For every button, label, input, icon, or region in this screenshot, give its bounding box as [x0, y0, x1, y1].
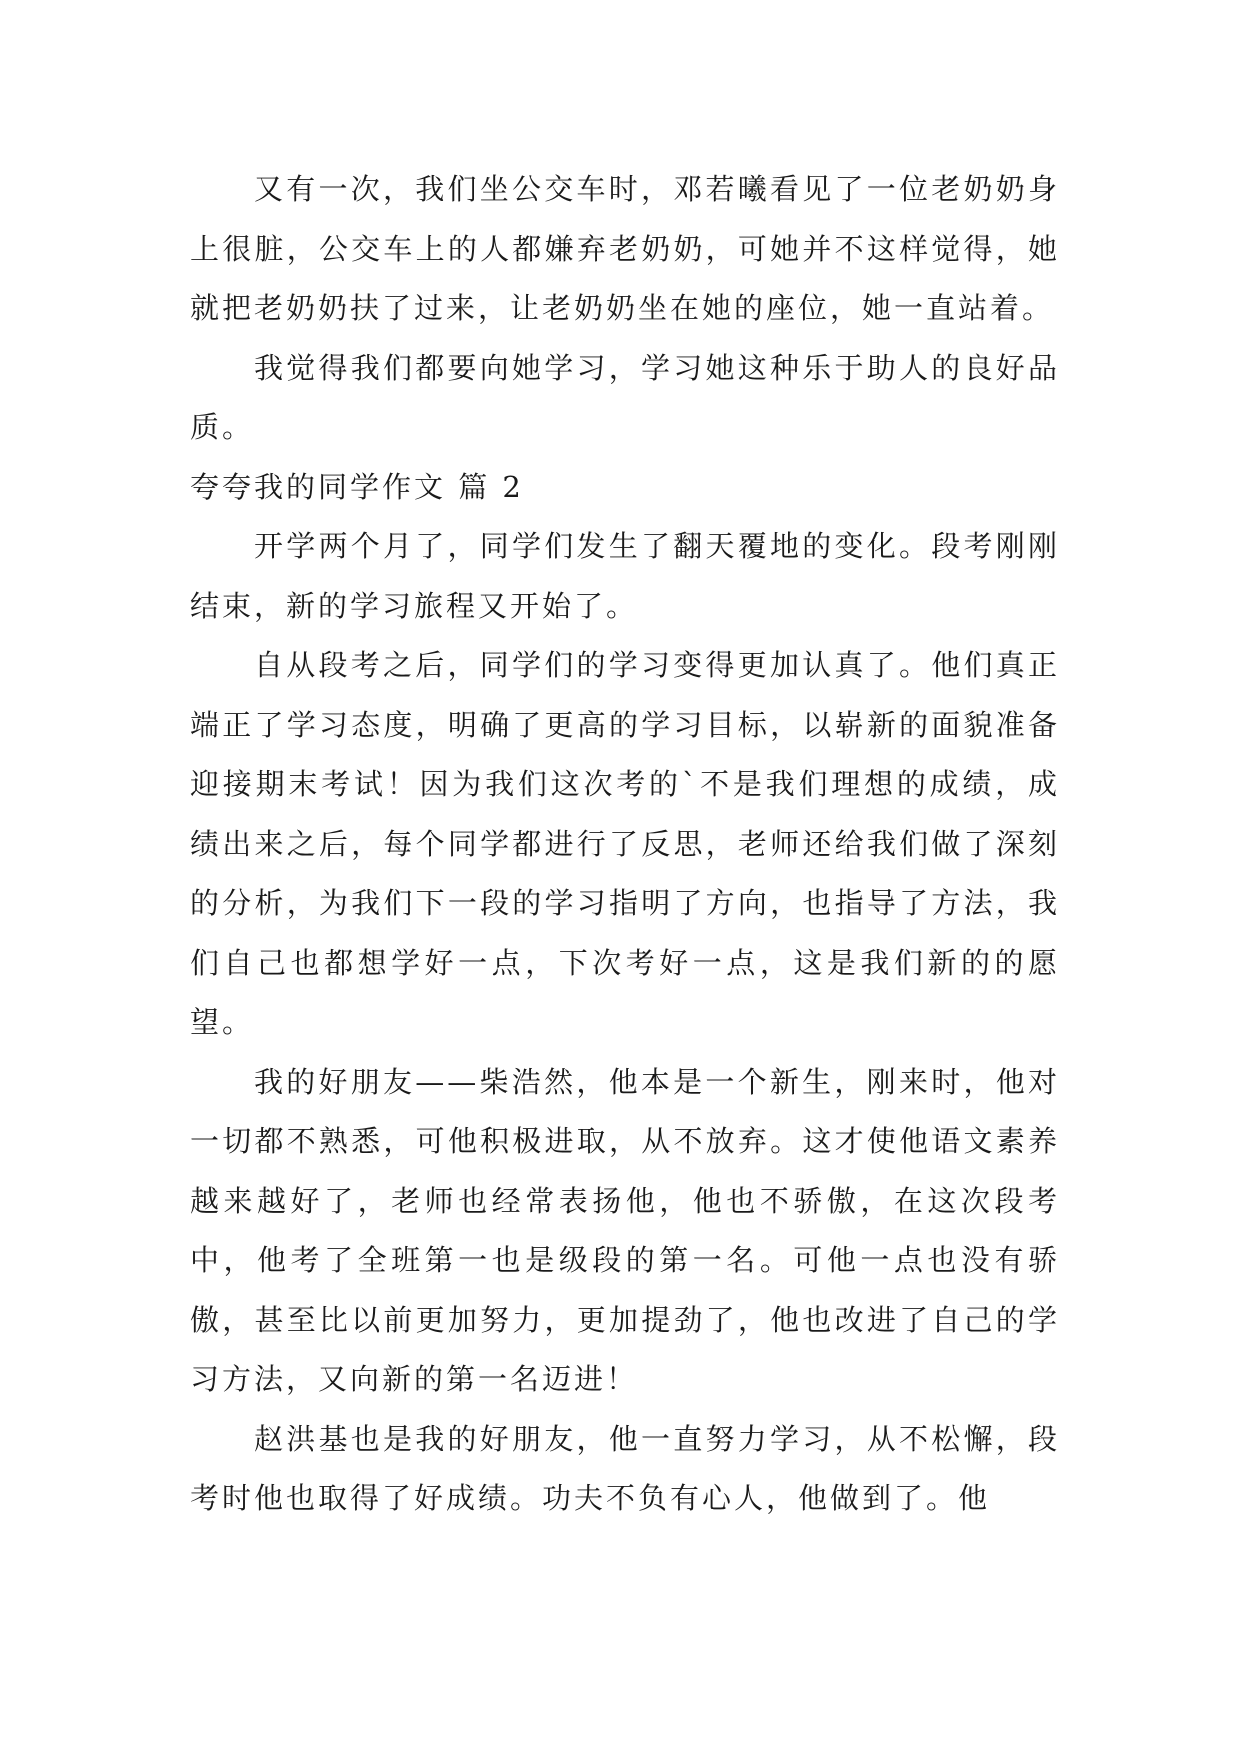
paragraph-semester-start: 开学两个月了，同学们发生了翻天覆地的变化。段考刚刚结束，新的学习旅程又开始了。	[190, 529, 1060, 623]
paragraph-after-exam: 自从段考之后，同学们的学习变得更加认真了。他们真正端正了学习态度，明确了更高的学习目标，以崭新的面貌准备迎接期末考试！因为我们这次考的`不是我们理想的成绩，成绩出来之后，每个同学都进行了反思，老师还给我们做了深刻的分析，为我们下一段的学习指明了方向，也指导了方法，我们自己也都想学好一点，下次考好一点，这是我们新的的愿望。	[190, 648, 1060, 1039]
paragraph-bus-story: 又有一次，我们坐公交车时，邓若曦看见了一位老奶奶身上很脏，公交车上的人都嫌弃老奶奶，可她并不这样觉得，她就把老奶奶扶了过来，让老奶奶坐在她的座位，她一直站着。	[190, 172, 1060, 325]
paragraph-zhao-hongji: 赵洪基也是我的好朋友，他一直努力学习，从不松懈，段考时他也取得了好成绩。功夫不负有心人，他做到了。他	[190, 1421, 1060, 1515]
document-body	[190, 160, 1060, 1529]
paragraph-learn-from-her: 我觉得我们都要向她学习，学习她这种乐于助人的良好品质。	[190, 350, 1060, 444]
section-heading: 夸夸我的同学作文 篇 2	[190, 469, 524, 504]
paragraph-chai-haoran: 我的好朋友——柴浩然，他本是一个新生，刚来时，他对一切都不熟悉，可他积极进取，从不放弃。这才使他语文素养越来越好了，老师也经常表扬他，他也不骄傲，在这次段考中，他考了全班第一也是级段的第一名。可他一点也没有骄傲，甚至比以前更加努力，更加提劲了，他也改进了自己的学习方法，又向新的第一名迈进！	[190, 1064, 1060, 1396]
